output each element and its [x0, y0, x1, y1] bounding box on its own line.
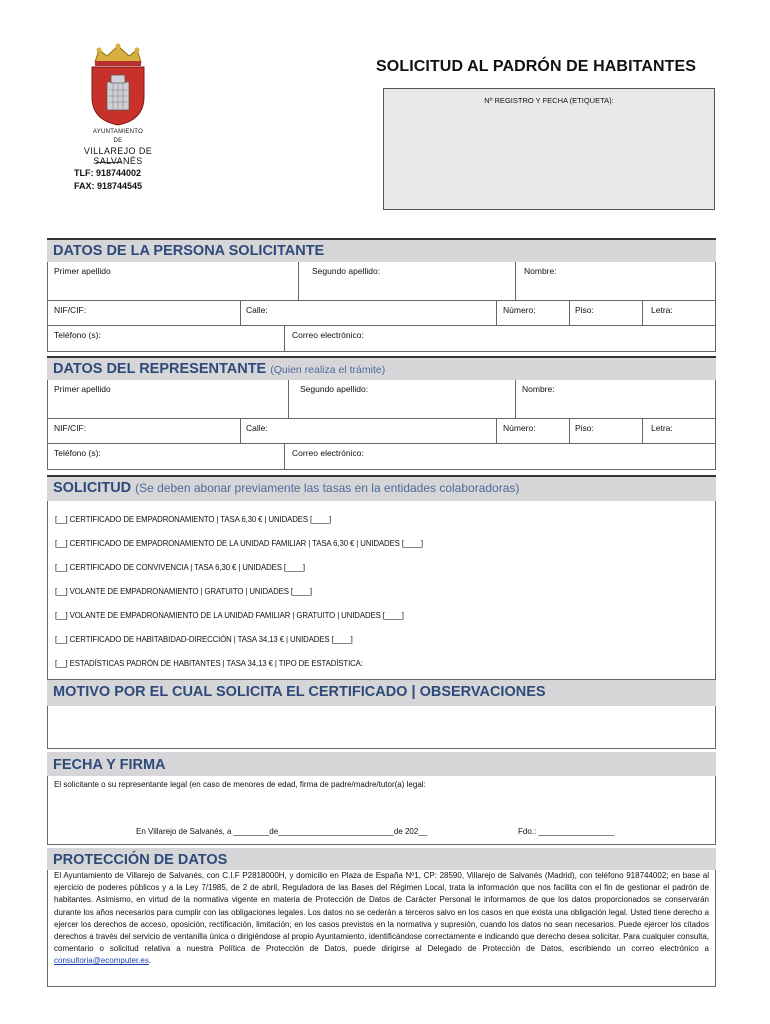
phone-number: TLF: 918744002 — [74, 168, 142, 178]
section-title: DATOS DE LA PERSONA SOLICITANTE — [53, 243, 325, 259]
coat-of-arms-icon — [83, 42, 153, 127]
nombre-field[interactable]: Nombre: — [522, 384, 555, 394]
name-row — [47, 380, 716, 419]
firma-instructions: El solicitante o su representante legal (en caso de menores de edad, firma de padre/madre/tutor(a) legal: — [54, 780, 426, 789]
option-volante-unidad-familiar[interactable]: [__] VOLANTE DE EMPADRONAMIENTO DE LA UNIDAD FAMILIAR | GRATUITO | UNIDADES [____] — [55, 611, 404, 620]
segundo-apellido-field[interactable]: Segundo apellido: — [300, 384, 369, 394]
correo-field[interactable]: Correo electrónico: — [292, 330, 364, 340]
section-header — [47, 680, 716, 706]
section-title: SOLICITUD (Se deben abonar previamente las tasas en la entidades colaboradoras) — [53, 480, 520, 496]
correo-field[interactable]: Correo electrónico: — [292, 448, 364, 458]
section-header — [47, 356, 716, 380]
ayuntamiento-label: AYUNTAMIENTO — [92, 129, 144, 135]
segundo-apellido-field[interactable]: Segundo apellido: — [312, 266, 381, 276]
calle-field[interactable]: Calle: — [246, 423, 268, 433]
municipal-logo — [58, 42, 178, 166]
nif-field[interactable]: NIF/CIF: — [54, 423, 87, 433]
numero-field[interactable]: Número: — [503, 305, 536, 315]
option-certificado-habitabilidad[interactable]: [__] CERTIFICADO DE HABITABIDAD-DIRECCIÓN | TASA 34,13 € | UNIDADES [____] — [55, 635, 353, 644]
representante-section — [47, 356, 716, 470]
divider — [96, 162, 122, 163]
section-header — [47, 752, 716, 776]
registro-label: Nº REGISTRO Y FECHA (ETIQUETA): — [484, 96, 614, 105]
telefono-field[interactable]: Teléfono (s): — [54, 448, 101, 458]
firma-box[interactable] — [47, 776, 716, 845]
proteccion-section — [47, 848, 716, 987]
name-row — [47, 262, 716, 301]
registro-box — [383, 88, 715, 210]
proteccion-text: El Ayuntamiento de Villarejo de Salvanés, con C.I.F P2818000H, y domicilio en Plaza de España Nº1, CP: 28590, Villarejo de Salvanés (Madrid), con teléfono 918744002; en base al ejercicio de poderes públicos y a la Ley 7/1985, de 2 de abril, Reguladora de las Bases del Régimen Local, trata la información que nos facilita con el fin de gestionar el padrón de habitantes. Asimismo, en virtud de la normativa vigente en materia de Protección de Datos de Carácter Personal le informamos de que los datos proporcionados se conservarán durante los años necesarios para cumplir con las obligaciones legales. Los datos no se cederán a terceros salvo en los casos en que exista una obligación legal. Usted tiene derecho a ejercer los derechos de acceso, oposición, rectificación, limitación; en los casos previstos en la normativa y supresión, cuando los datos no sean necesarios. Puede ejercer los citados derechos a través del servicio de ventanilla única o dirigiéndose al propio Ayuntamiento, identificándose correctamente e indicando que derecho desea solicitar. Para cualquier consulta, comentario o solicitud relativa a nuestra Política de Protección de Datos, puede dirigirse al Delegado de Protección de Datos, escribiendo un correo electrónico a consultoria@ecomputer.es. — [54, 871, 709, 966]
numero-field[interactable]: Número: — [503, 423, 536, 433]
section-title: PROTECCIÓN DE DATOS — [53, 852, 228, 868]
section-title: MOTIVO POR EL CUAL SOLICITA EL CERTIFICADO | OBSERVACIONES — [53, 684, 546, 700]
section-subtitle: (Quien realiza el trámite) — [270, 364, 386, 376]
nombre-field[interactable]: Nombre: — [524, 266, 557, 276]
address-row — [47, 301, 716, 326]
firma-section — [47, 752, 716, 845]
section-title: FECHA Y FIRMA — [53, 757, 166, 773]
piso-field[interactable]: Piso: — [575, 305, 594, 315]
nif-field[interactable]: NIF/CIF: — [54, 305, 87, 315]
section-subtitle: (Se deben abonar previamente las tasas en la entidades colaboradoras) — [135, 481, 520, 495]
section-header — [47, 475, 716, 501]
calle-field[interactable]: Calle: — [246, 305, 268, 315]
contact-row — [47, 326, 716, 352]
section-header — [47, 238, 716, 262]
municipality-name: VILLAREJO DE SALVANÉS — [83, 146, 153, 166]
options-list — [47, 501, 716, 680]
telefono-field[interactable]: Teléfono (s): — [54, 330, 101, 340]
fdo-line[interactable]: Fdo.: _________________ — [518, 827, 615, 836]
contact-info — [74, 162, 142, 193]
letra-field[interactable]: Letra: — [651, 305, 673, 315]
option-estadisticas-padron[interactable]: [__] ESTADÍSTICAS PADRÓN DE HABITANTES | TASA 34,13 € | TIPO DE ESTADÍSTICA: — [55, 659, 363, 668]
contact-row — [47, 444, 716, 470]
option-certificado-convivencia[interactable]: [__] CERTIFICADO DE CONVIVENCIA | TASA 6,30 € | UNIDADES [____] — [55, 563, 305, 572]
ayuntamiento-de-label: DE — [113, 138, 123, 144]
piso-field[interactable]: Piso: — [575, 423, 594, 433]
solicitud-section — [47, 475, 716, 680]
letra-field[interactable]: Letra: — [651, 423, 673, 433]
fax-number: FAX: 918744545 — [74, 181, 143, 191]
fecha-line[interactable]: En Villarejo de Salvanés, a ________de__________________________de 202__ — [136, 827, 428, 836]
address-row — [47, 419, 716, 444]
option-volante-empadronamiento[interactable]: [__] VOLANTE DE EMPADRONAMIENTO | GRATUITO | UNIDADES [____] — [55, 587, 312, 596]
option-certificado-empadronamiento[interactable]: [__] CERTIFICADO DE EMPADRONAMIENTO | TASA 6,30 € | UNIDADES [____] — [55, 515, 332, 524]
section-header — [47, 848, 716, 870]
observaciones-field[interactable] — [47, 706, 716, 749]
dpo-email-link[interactable]: consultoria@ecomputer.es — [54, 956, 149, 966]
motivo-section — [47, 680, 716, 749]
primer-apellido-field[interactable]: Primer apellido — [54, 384, 111, 394]
proteccion-box — [47, 870, 716, 987]
solicitante-section — [47, 238, 716, 352]
form-title: SOLICITUD AL PADRÓN DE HABITANTES — [376, 58, 697, 75]
option-certificado-unidad-familiar[interactable]: [__] CERTIFICADO DE EMPADRONAMIENTO DE LA UNIDAD FAMILIAR | TASA 6,30 € | UNIDADES [____] — [55, 539, 423, 548]
primer-apellido-field[interactable]: Primer apellido — [54, 266, 111, 276]
section-title: DATOS DEL REPRESENTANTE (Quien realiza el trámite) — [53, 361, 386, 377]
